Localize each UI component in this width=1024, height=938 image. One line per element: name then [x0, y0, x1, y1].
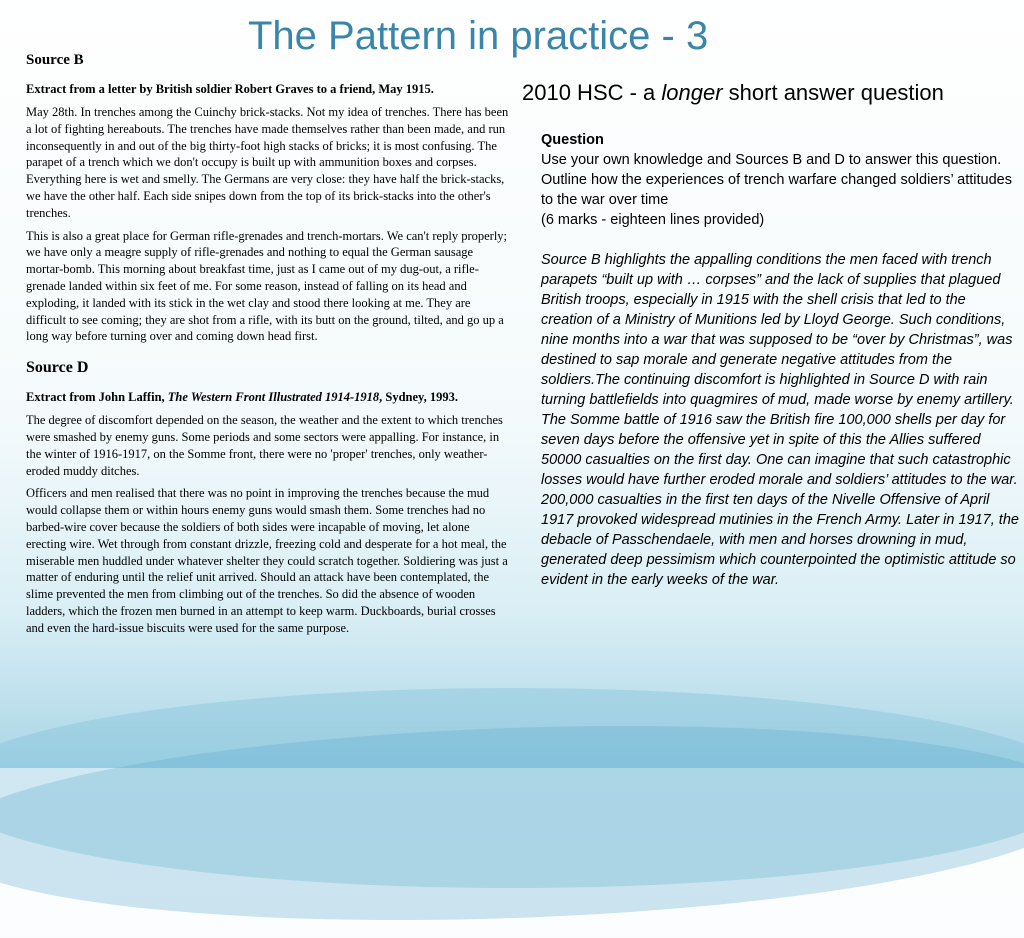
source-d-book-title: The Western Front Illustrated 1914-1918 [167, 390, 380, 405]
source-d-paragraph-2: Officers and men realised that there was no point in improving the trenches because the mud would collapse them or within hours enemy guns would smash them. Some trenches had no barbed-wire cover because the soldiers of both sides were incapable of moving, let alone erecting wire. Wet through from constant drizzle, freezing cold and desperate for a hot meal, the miserable men huddled under whatever shelter they could scratch together. Soldiering was just a matter of enduring until the relief unit arrived. Should an attack have been contemplated, the slime prevented the men from climbing out of the trenches. So did the absence of wooden ladders, which the frozen men burned in an attempt to keep warm. Duckboards, burial crosses and even the hard-issue biscuits were used for the same purpose. [26, 486, 508, 635]
background-wave-2 [0, 708, 1024, 938]
subtitle-text-post: short answer question [722, 80, 944, 105]
sample-answer: Source B highlights the appalling conditions the men faced with trench parapets “built up with … corpses” and the lack of supplies that plagued British troops, especially in 1915 with the shell crisis that led to the creation of a Ministry of Munitions led by Lloyd George. Such conditions, nine months into a war that was supposed to be “over by Christmas”, was destined to sap morale and generate negative attitudes from the soldiers.The continuing discomfort is highlighted in Source D with rain turning battlefields into quagmires of mud, made worse by enemy artillery. The Somme battle of 1916 saw the British fire 100,000 shells per day for seven days before the offensive yet in spite of this the Allies suffered 50000 casualties on the first day. One can imagine that such catastrophic losses would have further eroded morale and soldiers’ attitudes to the war. 200,000 casualties in the first ten days of the Nivelle Offensive of April 1917 provoked widespread mutinies in the French Army. Later in 1917, the debacle of Passchendaele, with men and horses drowning in mud, generated deep pessimism which counterpointed the optimistic attitude so evident in the early weeks of the war. [541, 252, 1019, 588]
subtitle-emphasis: longer [661, 80, 723, 105]
question-line-2: Outline how the experiences of trench warfare changed soldiers’ attitudes to the war over time [541, 172, 1012, 208]
slide-subtitle [522, 80, 944, 106]
question-marks: (6 marks - eighteen lines provided) [541, 212, 765, 228]
slide-title: The Pattern in practice - 3 [248, 14, 709, 58]
question-heading: Question [541, 132, 604, 148]
subtitle-text-pre: 2010 HSC - a [522, 80, 662, 105]
source-b-paragraph-2: This is also a great place for German rifle-grenades and trench-mortars. We can't reply properly; we have only a meagre supply of rifle-grenades and nothing to equal the German sausage mortar-bomb. This morning about breakfast time, just as I came out of my dug-out, a rifle-grenade landed within six feet of me. For some reason, instead of falling on its head and exploding, it landed with its stick in the wet clay and stood there looking at me. They are difficult to see coming; they are shot from a rifle, with its butt on the ground, tilted, and go up a long way before turning over and coming down head first. [26, 228, 508, 344]
source-d-heading: Source D [26, 359, 89, 377]
source-d-extract-post: , Sydney, 1993. [379, 390, 458, 405]
source-d-extract [26, 389, 512, 406]
source-d-paragraph-1: The degree of discomfort depended on the season, the weather and the extent to which trenches were smashed by enemy guns. Some periods and some sectors were appalling. For instance, in the winter of 1916-1917, on the Somme front, there were no 'proper' trenches, only weather-eroded muddy ditches. [26, 413, 503, 478]
sources-column [26, 52, 512, 643]
question-line-1: Use your own knowledge and Sources B and D to answer this question. [541, 152, 1002, 168]
source-d-extract-pre: Extract from John Laffin, [26, 390, 168, 405]
background-wave [0, 688, 1024, 888]
question-column [541, 130, 1019, 590]
source-b-paragraph-1: May 28th. In trenches among the Cuinchy brick-stacks. Not my idea of trenches. There has been a lot of fighting hereabouts. The trenches have made themselves rather than been made, and run inconsequently in and out of the big thirty-foot high stacks of bricks; it is most confusing. The parapet of a trench which we don't occupy is built up with ammunition boxes and corpses. Everything here is wet and smelly. The Germans are very close: they have half the brick-stacks, we have the other half. Each side snipes down from the top of its brick-stacks into the other's trenches. [26, 105, 509, 220]
source-b-extract: Extract from a letter by British soldier Robert Graves to a friend, May 1915. [26, 82, 434, 96]
source-b-heading: Source B [26, 52, 84, 68]
